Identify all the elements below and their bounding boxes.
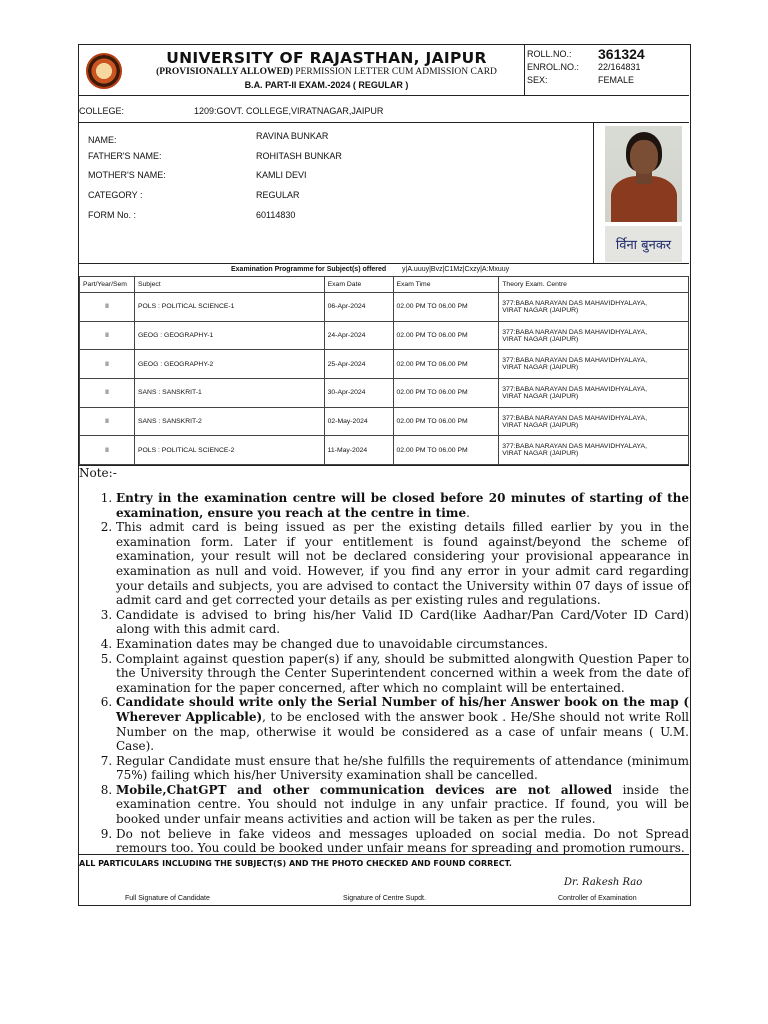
footer [79, 854, 689, 905]
notes-list [95, 491, 689, 856]
candidate-name: RAVINA BUNKAR [256, 131, 329, 141]
mother-label: MOTHER'S NAME: [88, 170, 166, 180]
table-row [80, 407, 689, 436]
centre-line1: 377:BABA NARAYAN DAS MAHAVIDHYALAYA, [502, 443, 647, 451]
candidate-signature-label: Full Signature of Candidate [125, 895, 210, 902]
candidate-signature: र्विना बुनकर [605, 226, 682, 262]
list-item [116, 491, 689, 520]
row-part: II [80, 436, 135, 465]
row-date: 11-May-2024 [324, 436, 393, 465]
row-centre [499, 321, 689, 350]
col-centre: Theory Exam. Centre [499, 277, 689, 293]
exam-schedule-table [79, 276, 689, 465]
form-label: FORM No. : [88, 210, 137, 220]
list-item: 3. Candidate is advised to bring his/her Valid ID Card(like Aadhar/Pan Card/Voter ID Card) along with this admit card. [116, 608, 689, 637]
university-emblem-icon [86, 53, 122, 89]
college-value: 1209:GOVT. COLLEGE,VIRATNAGAR,JAIPUR [194, 106, 384, 116]
list-item [116, 695, 689, 753]
note-6-bold: Candidate should write only the Serial Number of his/her Answer book on the map ( Wherever Applicable) [116, 695, 689, 724]
university-name: UNIVERSITY OF RAJASTHAN, JAIPUR [166, 49, 487, 67]
form-number: 60114830 [256, 210, 296, 220]
row-part: II [80, 350, 135, 379]
college-row [79, 96, 689, 123]
programme-title: Examination Programme for Subject(s) offered [231, 266, 387, 273]
centre-line1: 377:BABA NARAYAN DAS MAHAVIDHYALAYA, [502, 357, 647, 365]
card-subtitle [129, 67, 524, 77]
list-item: 5. Complaint against question paper(s) if any, should be submitted alongwith Question Paper to the University through the Center Superintendent concerned within a week from the date of examination for the paper concerned, after which no complaint will be entertained. [116, 652, 689, 696]
roll-label: ROLL.NO.: [527, 49, 572, 59]
table-row [80, 321, 689, 350]
row-time: 02.00 PM TO 06.00 PM [393, 379, 499, 408]
sex-value: FEMALE [598, 75, 635, 85]
col-subject: Subject [134, 277, 324, 293]
row-time: 02.00 PM TO 06.00 PM [393, 350, 499, 379]
col-time: Exam Time [393, 277, 499, 293]
row-date: 30-Apr-2024 [324, 379, 393, 408]
roll-number: 361324 [598, 46, 645, 62]
note-8-rest: inside the examination centre. You should not indulge in any unfair practice. If found, you will be booked under unfair means activities and action will be taken as per the rules. [116, 782, 689, 827]
category-value: REGULAR [256, 190, 300, 200]
list-item: 9. Do not believe in fake videos and messages uploaded on social media. Do not Spread remours too. You could be booked under unfair means for spreading and promotion rumours. [116, 827, 689, 856]
centre-line2: VIRAT NAGAR (JAIPUR) [502, 421, 579, 429]
controller-signature: Dr. Rakesh Rao [564, 877, 643, 888]
name-label: NAME: [88, 135, 117, 145]
list-item: 2. This admit card is being issued as per the existing details filled earlier by you in the examination form. Later if your entitlement is found against/beyond the scheme of examination, your result will not be declared considering your provisional appearance in examination as null and void. However, if you find any error in your admit card regarding your details and subjects, you are advised to contact the University within 07 days of issue of admit card and get corrected your details as per existing rules and regulations. [116, 520, 689, 608]
row-centre [499, 350, 689, 379]
programme-code: y|A.uuuy|Bvz|C1Mz|Cxzy|A:Mxuuy [402, 266, 510, 273]
centre-line2: VIRAT NAGAR (JAIPUR) [502, 450, 579, 458]
row-part: II [80, 407, 135, 436]
centre-line1: 377:BABA NARAYAN DAS MAHAVIDHYALAYA, [502, 385, 647, 393]
enrol-label: ENROL.NO.: [527, 62, 580, 72]
father-label: FATHER'S NAME: [88, 151, 162, 161]
col-part: Part/Year/Sem [80, 277, 135, 293]
row-subject: SANS : SANSKRIT-2 [134, 407, 324, 436]
category-label: CATEGORY : [88, 190, 143, 200]
row-time: 02.00 PM TO 06.00 PM [393, 436, 499, 465]
row-date: 24-Apr-2024 [324, 321, 393, 350]
provisional-label: (PROVISIONALLY ALLOWED) [156, 67, 293, 77]
centre-line2: VIRAT NAGAR (JAIPUR) [502, 306, 579, 314]
row-centre [499, 293, 689, 322]
table-header-row [80, 277, 689, 293]
centre-line2: VIRAT NAGAR (JAIPUR) [502, 335, 579, 343]
centre-line2: VIRAT NAGAR (JAIPUR) [502, 392, 579, 400]
programme-title-row [79, 264, 689, 276]
exam-title: B.A. PART-II EXAM.-2024 ( REGULAR ) [244, 80, 409, 90]
note-1-bold: Entry in the examination centre will be closed before 20 minutes of starting of the examination, ensure you reach at the centre in time [116, 491, 689, 520]
row-subject: POLS : POLITICAL SCIENCE-2 [134, 436, 324, 465]
row-part: II [80, 293, 135, 322]
list-item [116, 783, 689, 827]
row-centre [499, 407, 689, 436]
row-subject: GEOG : GEOGRAPHY-1 [134, 321, 324, 350]
header-divider [524, 45, 525, 96]
centre-signature-label: Signature of Centre Supdt. [343, 895, 426, 902]
table-row [80, 350, 689, 379]
note-1-rest: . [466, 505, 470, 520]
table-row [80, 436, 689, 465]
candidate-info [79, 123, 689, 264]
row-subject: POLS : POLITICAL SCIENCE-1 [134, 293, 324, 322]
centre-line1: 377:BABA NARAYAN DAS MAHAVIDHYALAYA, [502, 328, 647, 336]
card-type-label: PERMISSION LETTER CUM ADMISSION CARD [292, 67, 497, 77]
list-item: 4. Examination dates may be changed due to unavoidable circumstances. [116, 637, 689, 652]
controller-label: Controller of Examination [558, 895, 637, 902]
row-part: II [80, 379, 135, 408]
row-date: 06-Apr-2024 [324, 293, 393, 322]
table-row [80, 293, 689, 322]
card-header [79, 45, 689, 96]
notes-heading: Note:- [79, 466, 117, 480]
table-row [80, 379, 689, 408]
candidate-photo [605, 126, 682, 222]
college-label: COLLEGE: [79, 106, 125, 116]
row-time: 02.00 PM TO 06.00 PM [393, 407, 499, 436]
row-date: 25-Apr-2024 [324, 350, 393, 379]
father-name: ROHITASH BUNKAR [256, 151, 342, 161]
row-time: 02.00 PM TO 06.00 PM [393, 321, 499, 350]
centre-line1: 377:BABA NARAYAN DAS MAHAVIDHYALAYA, [502, 414, 647, 422]
enrol-number: 22/164831 [598, 62, 641, 72]
row-centre [499, 436, 689, 465]
col-date: Exam Date [324, 277, 393, 293]
note-6-rest: , to be enclosed with the answer book . He/She should not write Roll Number on the map, otherwise it would be considered as a case of unfair means ( U.M. Case). [116, 709, 690, 754]
row-time: 02.00 PM TO 06.00 PM [393, 293, 499, 322]
note-8-bold: Mobile,ChatGPT and other communication devices are not allowed [116, 782, 613, 797]
row-part: II [80, 321, 135, 350]
photo-box [593, 123, 689, 264]
row-subject: SANS : SANSKRIT-1 [134, 379, 324, 408]
row-date: 02-May-2024 [324, 407, 393, 436]
row-centre [499, 379, 689, 408]
row-subject: GEOG : GEOGRAPHY-2 [134, 350, 324, 379]
sex-label: SEX: [527, 75, 548, 85]
mother-name: KAMLI DEVI [256, 170, 307, 180]
roll-info [527, 46, 687, 88]
admit-card [78, 44, 691, 906]
list-item: 7. Regular Candidate must ensure that he/she fulfills the requirements of attendance (minimum 75%) failing which his/her University examination shall be cancelled. [116, 754, 689, 783]
centre-line1: 377:BABA NARAYAN DAS MAHAVIDHYALAYA, [502, 299, 647, 307]
declaration: ALL PARTICULARS INCLUDING THE SUBJECT(S) AND THE PHOTO CHECKED AND FOUND CORRECT. [79, 859, 512, 868]
centre-line2: VIRAT NAGAR (JAIPUR) [502, 364, 579, 372]
exam-programme [79, 264, 689, 466]
